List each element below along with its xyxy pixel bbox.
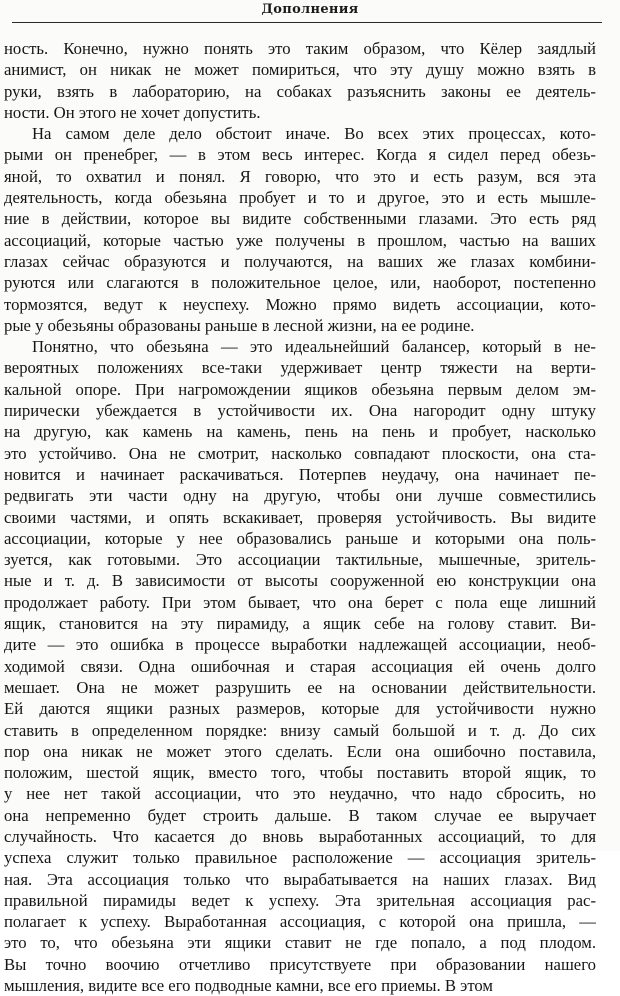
text-line: ставить в определенном порядке: внизу самый большой и т. д. До сих	[4, 720, 596, 740]
text-line: анимист, он никак не может помириться, что эту душу можно взять в	[4, 60, 596, 80]
text-line: у нее нет такой ассоциации, что это неудачно, что надо сбросить, но	[4, 784, 596, 804]
text-line: на другую, как камень на камень, пень на пень и пробует, насколько	[4, 422, 596, 442]
body-text	[4, 38, 596, 996]
text-line: глазах сейчас образуются и получаются, на ваших же глазах комбини-	[4, 251, 596, 271]
text-line: На самом деле дело обстоит иначе. Во всех этих процессах, кото-	[32, 124, 596, 144]
text-line: полагает к успеху. Выработанная ассоциация, с которой она пришла, —	[4, 912, 596, 932]
text-line: Ей даются ящики разных размеров, которые для устойчивости нужно	[4, 699, 596, 719]
text-line: мышления, видите все его подводные камни, все его приемы. В этом	[4, 976, 493, 996]
text-line: рыми он пренебрег, — в этом весь интерес. Когда я сидел перед обезь-	[4, 145, 596, 165]
text-line: руются или слагаются в положительное целое, или, наоборот, постепенно	[4, 273, 596, 293]
text-line: ассоциации, которые у нее образовались раньше и которыми она поль-	[4, 528, 596, 548]
text-line: новится и начинает раскачиваться. Потерпев неудачу, она начинает пе-	[4, 464, 596, 484]
text-line: успеха служит только правильное расположение — ассоциация зритель-	[4, 848, 596, 868]
text-line: ассоциаций, которые частью уже получены в прошлом, частью на ваших	[4, 230, 596, 250]
text-line: правильной пирамиды ведет к успеху. Эта зрительная ассоциация рас-	[4, 890, 596, 910]
text-line: пор она никак не может этого сделать. Если она ошибочно поставила,	[4, 741, 596, 761]
running-title: Дополнения	[261, 2, 359, 17]
text-line: дите — это ошибка в процессе выработки надлежащей ассоциации, необ-	[4, 635, 596, 655]
text-line: редвигать эти части одну на другую, чтобы они лучше совместились	[4, 486, 596, 506]
text-line: Понятно, что обезьяна — это идеальнейший балансер, который в не-	[32, 337, 596, 357]
text-line: ность. Конечно, нужно понять это таким образом, что Кёлер заядлый	[4, 39, 596, 58]
text-line: вероятных положениях все-таки удерживает центр тяжести на верти-	[4, 358, 596, 378]
text-line: яной, то охватил и понял. Я говорю, что это и есть разум, вся эта	[4, 166, 596, 186]
text-line: Вы точно воочию отчетливо присутствуете при образовании нашего	[4, 954, 596, 974]
text-line: продолжает работу. При этом бывает, что она берет с пола еще лишний	[4, 592, 596, 612]
text-line: зуется, как готовыми. Это ассоциации тактильные, мышечные, зритель-	[4, 550, 596, 570]
text-line: пирически убеждается в устойчивости их. Она нагородит одну штуку	[4, 401, 596, 421]
text-line: ящик, становится на эту пирамиду, а ящик себе на голову ставит. Ви-	[4, 614, 596, 634]
text-line: руки, взять в лабораторию, на собаках разъяснить законы ее деятель-	[4, 81, 596, 101]
header-rule	[12, 22, 602, 23]
text-line: своими частями, и опять вскакивает, проверяя устойчивость. Вы видите	[4, 507, 596, 527]
text-line: мешает. Она не может разрушить ее на основании действительности.	[4, 677, 596, 697]
text-line: ности. Он этого не хочет допустить.	[4, 102, 261, 122]
text-line: ходимой связи. Одна ошибочная и старая ассоциация ей очень долго	[4, 656, 596, 676]
text-line: ные и т. д. В зависимости от высоты сооруженной ею конструкции она	[4, 571, 596, 591]
text-line: это устойчиво. Она не смотрит, насколько совпадают плоскости, она ста-	[4, 443, 596, 463]
text-line: ная. Эта ассоциация только что вырабатывается на наших глазах. Вид	[4, 869, 596, 889]
text-line: тормозятся, ведут к неуспеху. Можно прямо видеть ассоциации, кото-	[4, 294, 596, 314]
text-line: рые у обезьяны образованы раньше в лесной жизни, на ее родине.	[4, 315, 475, 335]
text-line: ние в действии, которое вы видите собственными глазами. Это есть ряд	[4, 209, 596, 229]
text-line: она непременно будет строить дальше. В таком случае ее выручает	[4, 805, 596, 825]
text-line: положим, шестой ящик, вместо того, чтобы поставить второй ящик, то	[4, 763, 596, 783]
text-line: кальной опоре. При нагромождении ящиков обезьяна первым делом эм-	[4, 379, 596, 399]
text-line: деятельность, когда обезьяна пробует и то и другое, это и есть мышле-	[4, 188, 596, 208]
text-line: случайность. Что касается до вновь выработанных ассоциаций, то для	[4, 826, 596, 846]
text-line: это то, что обезьяна эти ящики ставит не где попало, а под плодом.	[4, 933, 596, 953]
